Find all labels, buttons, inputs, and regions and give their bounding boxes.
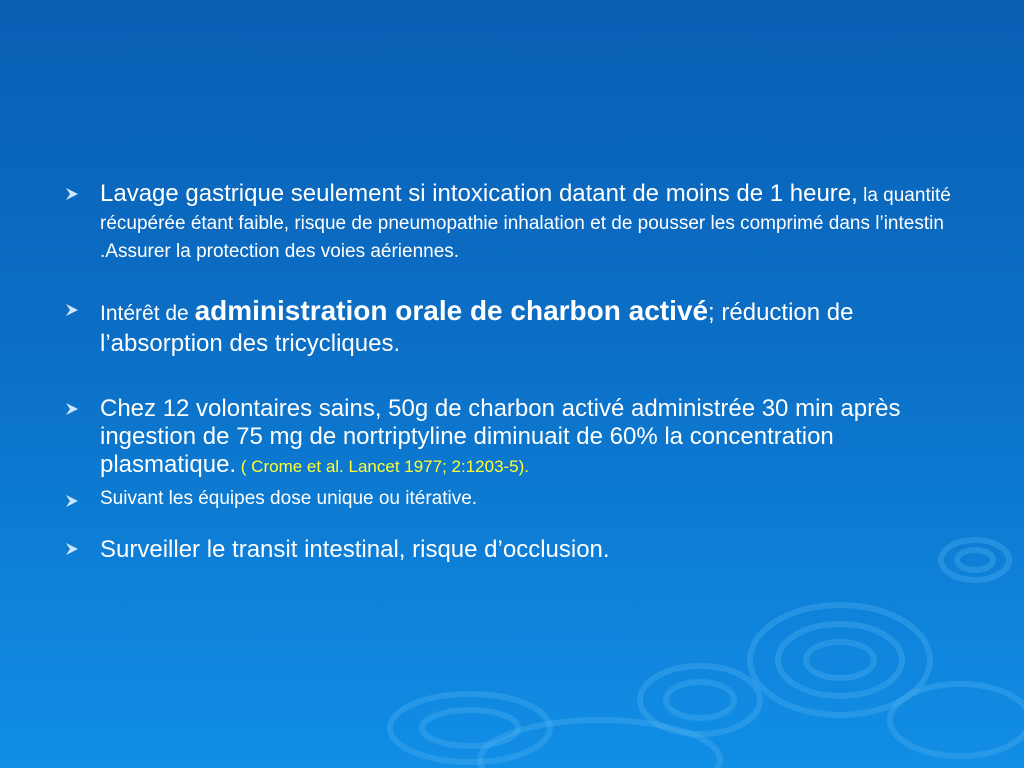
bullet-prefix: Intérêt de <box>100 302 195 325</box>
bullet-emphasis: administration orale de charbon activé <box>194 295 709 326</box>
bullet-text: Suivant les équipes dose unique ou itérative. <box>100 488 478 509</box>
chevron-arrow-right-icon <box>64 541 80 557</box>
bullet-dosing <box>64 487 964 511</box>
slide-body <box>64 180 964 565</box>
bullet-text-small: la quantité récupérée étant faible, risque de pneumopathie inhalation et de pousser les comprimé dans l’intestin .Assurer la protection des voies aériennes. <box>100 185 951 262</box>
bullet-volunteer-study <box>64 395 964 481</box>
chevron-arrow-right-icon <box>64 493 80 509</box>
chevron-arrow-right-icon <box>64 401 80 417</box>
bullet-transit-monitoring <box>64 535 964 565</box>
chevron-arrow-right-icon <box>64 302 80 318</box>
bullet-text: Chez 12 volontaires sains, 50g de charbon activé administrée 30 min après ingestion de 75 mg de nortriptyline diminuait de 60% la concentration plasmatique. <box>100 395 901 478</box>
citation-reference: ( Crome et al. Lancet 1977; 2:1203-5). <box>236 457 530 476</box>
bullet-activated-charcoal <box>64 296 964 359</box>
chevron-arrow-right-icon <box>64 186 80 202</box>
bullet-text-large: Lavage gastrique seulement si intoxication datant de moins de 1 heure, <box>100 180 858 207</box>
bullet-text: Surveiller le transit intestinal, risque d’occlusion. <box>100 536 610 563</box>
bullet-suffix: ; réduction de l’absorption des tricycliques. <box>100 299 854 357</box>
bullet-gastric-lavage <box>64 180 964 264</box>
